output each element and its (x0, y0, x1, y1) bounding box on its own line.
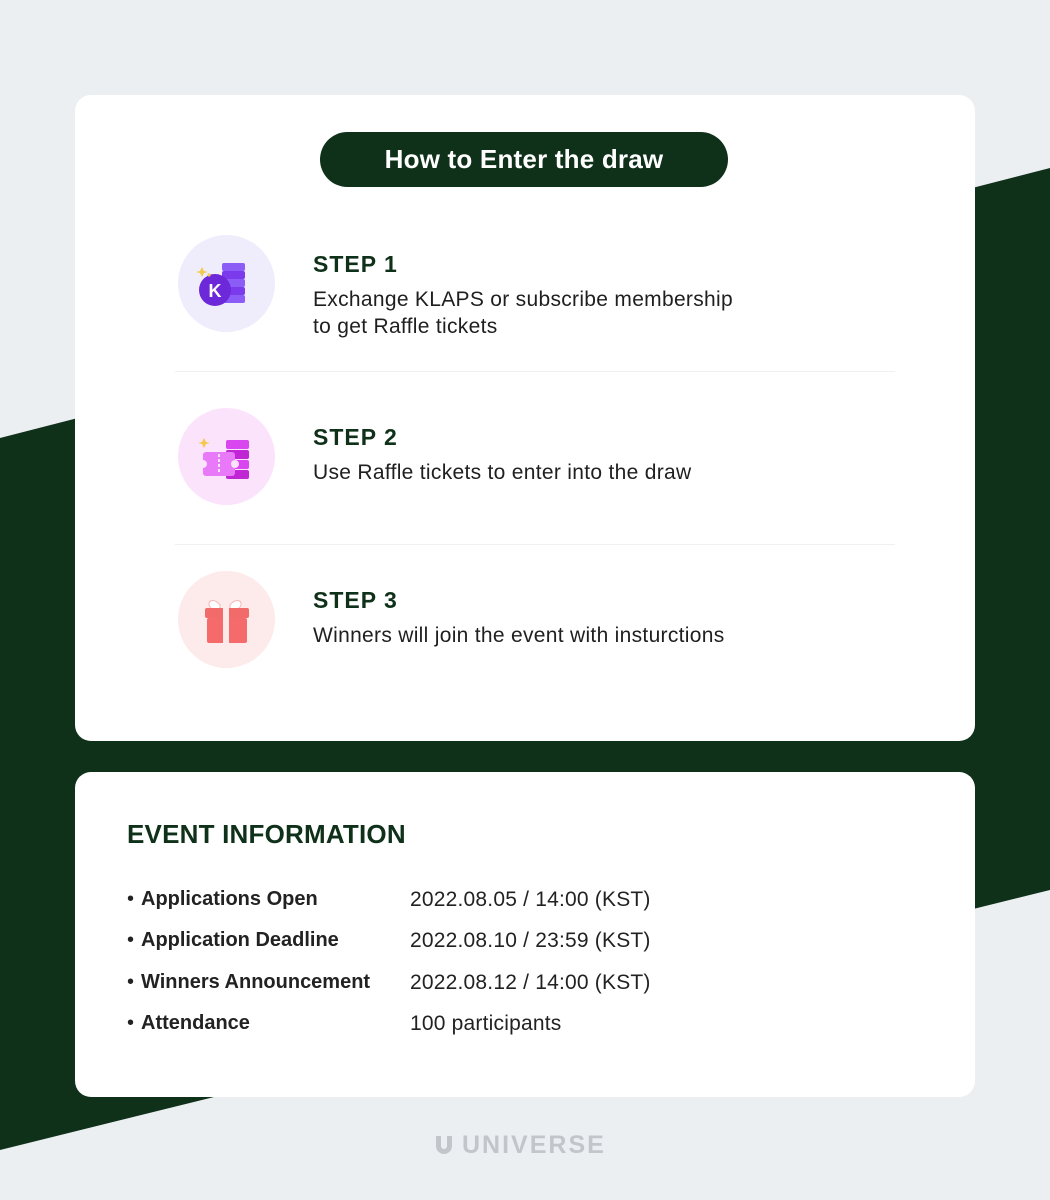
step-2-description (313, 459, 873, 486)
step-divider (175, 544, 895, 545)
bullet: • (127, 929, 135, 951)
bullet: • (127, 971, 135, 993)
universe-logo-icon (434, 1134, 454, 1156)
info-label: Winners Announcement (141, 971, 371, 993)
info-label: Attendance (141, 1012, 250, 1034)
event-information-card (75, 772, 975, 1097)
info-row-application-deadline (127, 929, 907, 959)
info-row-attendance (127, 1012, 907, 1042)
how-to-enter-title: How to Enter the draw (320, 132, 728, 187)
info-value: 2022.08.05 / 14:00 (KST) (410, 888, 651, 911)
how-to-enter-card (75, 95, 975, 741)
step-3 (175, 571, 895, 671)
step-2-label: STEP 2 (313, 424, 398, 450)
universe-logo-text: UNIVERSE (462, 1130, 606, 1159)
step-3-label: STEP 3 (313, 587, 398, 613)
bullet: • (127, 1012, 135, 1034)
klaps-letter: K (208, 281, 222, 301)
info-value: 2022.08.12 / 14:00 (KST) (410, 971, 651, 994)
step-divider (175, 371, 895, 372)
info-value: 2022.08.10 / 23:59 (KST) (410, 929, 651, 952)
info-label: Applications Open (141, 888, 318, 910)
universe-logo (434, 1130, 624, 1160)
info-label: Application Deadline (141, 929, 339, 951)
step-3-desc-line-1: Winners will join the event with insturctions (313, 624, 725, 647)
step-1 (175, 235, 895, 338)
step-2-desc-line-1: Use Raffle tickets to enter into the draw (313, 461, 692, 484)
info-row-winners-announcement (127, 971, 907, 1001)
raffle-ticket-icon (178, 408, 275, 505)
info-row-applications-open (127, 888, 907, 918)
step-1-label: STEP 1 (313, 251, 398, 277)
step-1-desc-line-2: to get Raffle tickets (313, 315, 498, 338)
gift-box-icon (178, 571, 275, 668)
step-1-desc-line-1: Exchange KLAPS or subscribe membership (313, 288, 733, 311)
klaps-coin-icon (178, 235, 275, 332)
info-value: 100 participants (410, 1012, 562, 1035)
bullet: • (127, 888, 135, 910)
event-information-title: EVENT INFORMATION (127, 819, 406, 849)
step-2 (175, 408, 895, 508)
step-1-description (313, 286, 873, 340)
step-3-description (313, 622, 873, 649)
